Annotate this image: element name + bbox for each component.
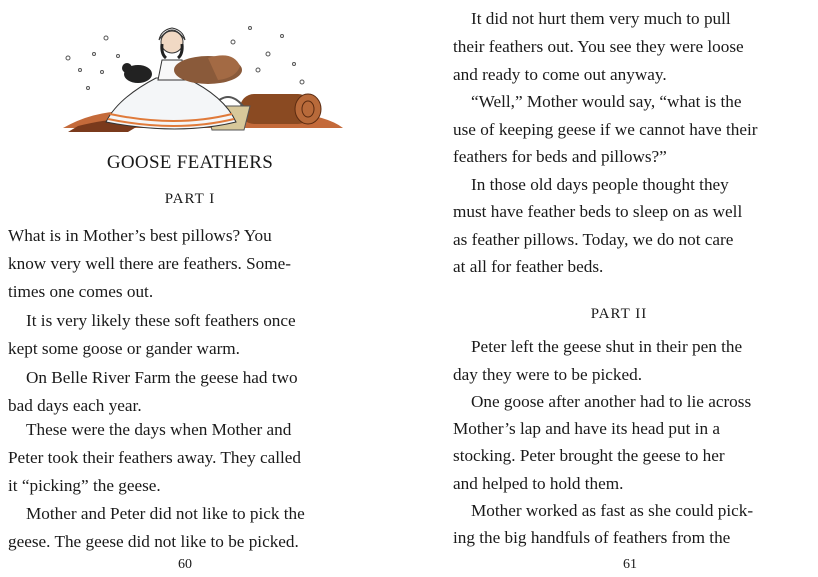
- text-line: It is very likely these soft feathers once: [26, 311, 296, 330]
- text-line: use of keeping geese if we cannot have their: [453, 120, 758, 139]
- text-line: Peter took their feathers away. They called: [8, 448, 302, 467]
- text-line: What is in Mother’s best pillows? You: [8, 226, 272, 245]
- text-line: Mother’s lap and have its head put in a: [453, 419, 720, 438]
- text-line: their feathers out. You see they were loose: [453, 37, 744, 56]
- right-page: [409, 0, 818, 577]
- text-line: geese. The geese did not like to be picked.: [8, 532, 299, 551]
- text-line: It did not hurt them very much to pull: [471, 9, 731, 28]
- text-line: must have feather beds to sleep on as well: [453, 202, 743, 221]
- text-line: kept some goose or gander warm.: [8, 339, 240, 358]
- text-line: and ready to come out anyway.: [453, 65, 667, 84]
- text-line: and helped to hold them.: [453, 474, 624, 493]
- text-line: as feather pillows. Today, we do not care: [453, 230, 734, 249]
- text-line: bad days each year.: [8, 396, 142, 415]
- text-line: ing the big handfuls of feathers from the: [453, 528, 731, 547]
- chapter-title: GOOSE FEATHERS: [106, 152, 274, 173]
- part-2-heading: PART II: [590, 306, 648, 322]
- text-line: “Well,” Mother would say, “what is the: [471, 92, 742, 111]
- text-line: Mother worked as fast as she could pick-: [471, 501, 754, 520]
- text-line: it “picking” the geese.: [8, 476, 161, 495]
- part-1-heading: PART I: [164, 191, 216, 207]
- text-line: know very well there are feathers. Some-: [8, 254, 291, 273]
- woman-plucking-goose-illustration: [58, 8, 348, 136]
- text-line: Peter left the geese shut in their pen the: [471, 337, 743, 356]
- page-number: 60: [178, 557, 192, 572]
- text-line: One goose after another had to lie across: [471, 392, 752, 411]
- page-number: 61: [623, 557, 637, 572]
- text-line: day they were to be picked.: [453, 365, 642, 384]
- text-line: at all for feather beds.: [453, 257, 604, 276]
- text-line: These were the days when Mother and: [26, 420, 292, 439]
- text-line: On Belle River Farm the geese had two: [26, 368, 298, 387]
- text-line: feathers for beds and pillows?”: [453, 147, 667, 166]
- text-line: times one comes out.: [8, 282, 154, 301]
- text-line: stocking. Peter brought the geese to her: [453, 446, 725, 465]
- text-line: Mother and Peter did not like to pick the: [26, 504, 305, 523]
- text-line: In those old days people thought they: [471, 175, 729, 194]
